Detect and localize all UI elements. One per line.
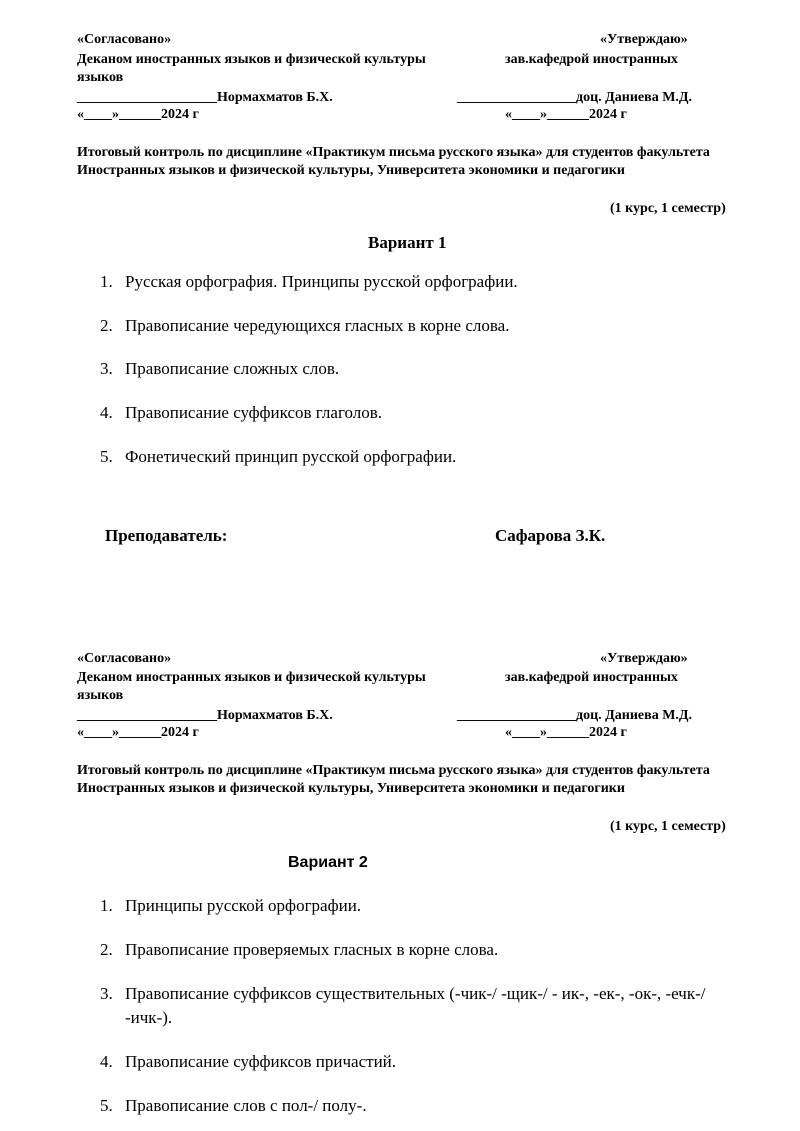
dean-signature-line: ____________________Нормахматов Б.Х. [77, 90, 333, 105]
subject-description: Итоговый контроль по дисциплине «Практикум письма русского языка» для студентов факультета Иностранных языков и физической культуры, Университета экономики и педагогики [77, 145, 710, 178]
dean-title: Деканом иностранных языков и физической культуры [77, 52, 426, 67]
question-text: Правописание суффиксов глаголов. [125, 403, 383, 422]
agreed-label: «Согласовано» [77, 651, 172, 666]
head-of-department-title: зав.кафедрой иностранных [505, 52, 678, 67]
question-text: Русская орфография. Принципы русской орфографии. [125, 272, 518, 291]
subject-description: Итоговый контроль по дисциплине «Практикум письма русского языка» для студентов факультета Иностранных языков и физической культуры, Университета экономики и педагогики [77, 763, 710, 796]
question-text: Принципы русской орфографии. [125, 896, 362, 915]
agreed-label: «Согласовано» [77, 32, 172, 47]
approved-label: «Утверждаю» [600, 651, 688, 666]
teacher-name: Сафарова З.К. [495, 526, 606, 545]
variant-title: Вариант 2 [288, 854, 368, 871]
question-text: Правописание суффиксов причастий. [125, 1052, 397, 1071]
course-semester: (1 курс, 1 семестр) [610, 819, 726, 834]
head-signature-line: _________________доц. Даниева М.Д. [457, 90, 693, 105]
question-number: 1. [100, 272, 113, 291]
question-number: 2. [100, 940, 113, 959]
dean-title-continued: языков [77, 688, 124, 703]
question-text: Правописание суффиксов существительных (-чик-/ -щик-/ - ик-, -ек-, -ок-, -ечк-/ -ичк-). [125, 984, 706, 1027]
teacher-label: Преподаватель: [105, 526, 228, 545]
date-left: «____»______2024 г [77, 107, 199, 122]
question-number: 4. [100, 1052, 113, 1071]
question-number: 5. [100, 1096, 113, 1115]
dean-title: Деканом иностранных языков и физической культуры [77, 670, 426, 685]
question-number: 3. [100, 359, 113, 378]
date-right: «____»______2024 г [505, 725, 627, 740]
question-text: Правописание сложных слов. [125, 359, 340, 378]
question-text: Правописание слов с пол-/ полу-. [125, 1096, 367, 1115]
question-number: 1. [100, 896, 113, 915]
approved-label: «Утверждаю» [600, 32, 688, 47]
date-left: «____»______2024 г [77, 725, 199, 740]
question-text: Фонетический принцип русской орфографии. [125, 447, 457, 466]
question-number: 5. [100, 447, 113, 466]
question-text: Правописание проверяемых гласных в корне слова. [125, 940, 499, 959]
question-number: 2. [100, 316, 113, 335]
head-signature-line: _________________доц. Даниева М.Д. [457, 708, 693, 723]
head-of-department-title: зав.кафедрой иностранных [505, 670, 678, 685]
question-number: 4. [100, 403, 113, 422]
variant-title: Вариант 1 [368, 233, 447, 252]
dean-signature-line: ____________________Нормахматов Б.Х. [77, 708, 333, 723]
date-right: «____»______2024 г [505, 107, 627, 122]
course-semester: (1 курс, 1 семестр) [610, 201, 726, 216]
question-text: Правописание чередующихся гласных в корне слова. [125, 316, 510, 335]
question-number: 3. [100, 984, 113, 1003]
dean-title-continued: языков [77, 70, 124, 85]
